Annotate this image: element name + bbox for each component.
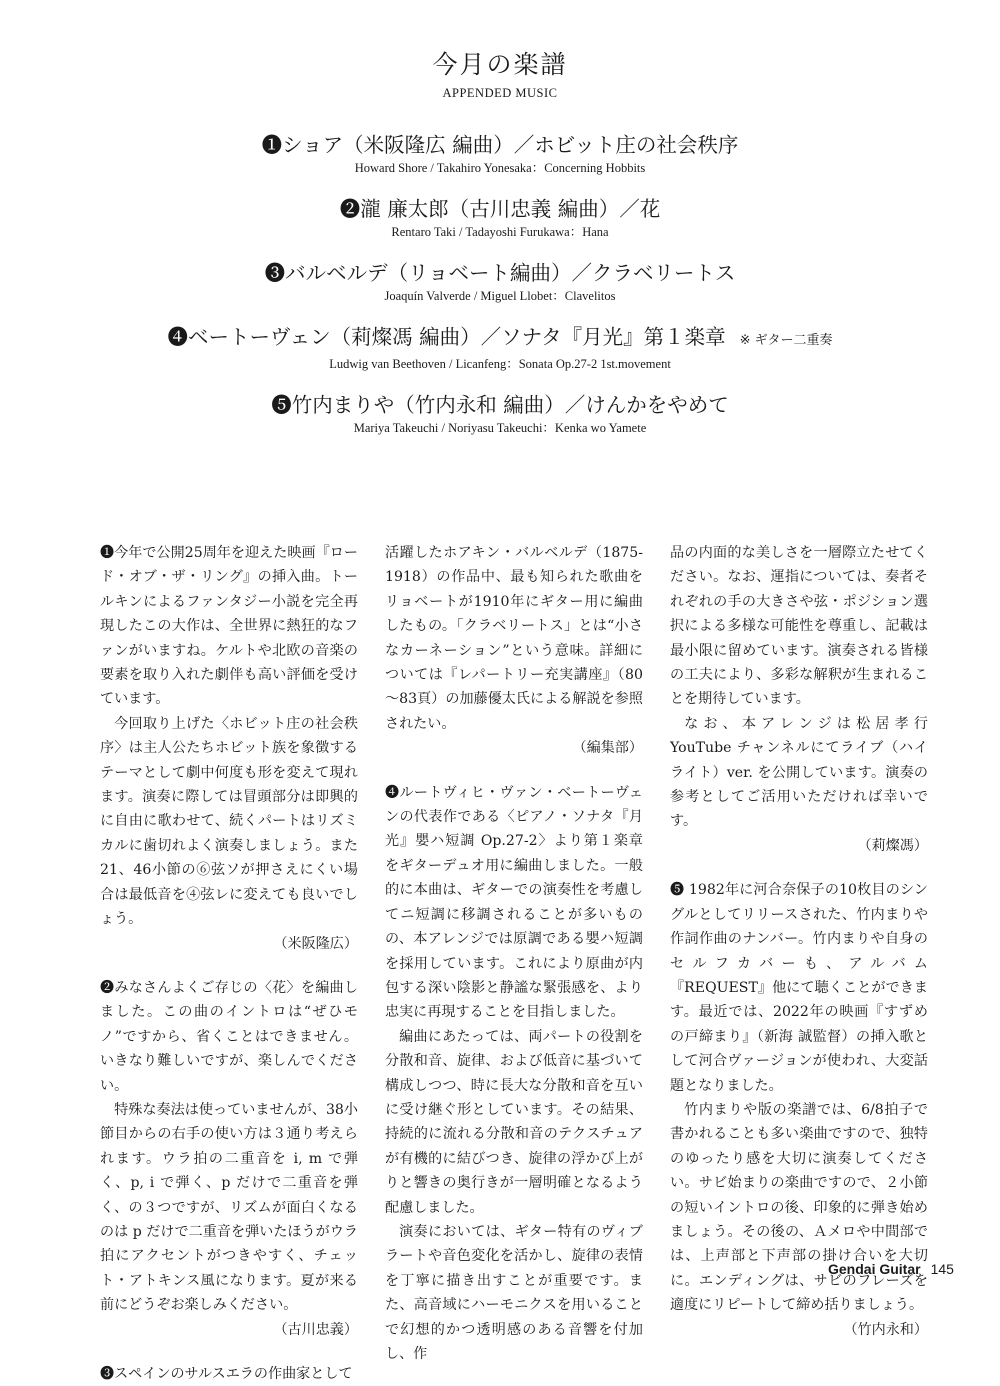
author-signature: （米阪隆広） [273,935,358,952]
piece-2 [0,194,1000,241]
text-column-1 [100,541,358,1386]
paragraph: 編曲にあたっては、両パートの役割を分散和音、旋律、および低音に基づいて構成しつつ、時に長大な分散和音を互いに受け継ぐ形としています。その結果、持続的に流れる分散和音のテクスチュアが有機的に結びつき、旋律の浮かび上がりと響きの奥行きが一層明確となるよう配慮しました。 [385,1028,643,1216]
piece-subtitle: Joaquín Valverde / Miguel Llobet：Clavelitos [384,289,616,303]
paragraph: なお、本アレンジは松居孝行 YouTube チャンネルにてライブ（ハイライト）ver. を公開しています。演奏の参考としてご活用いただければ幸いです。 [670,715,928,830]
page-number: 145 [930,1261,954,1277]
piece-3 [0,258,1000,305]
paragraph: 演奏においては、ギター特有のヴィブラートや音色変化を活かし、旋律の表情を丁寧に描き出すことが重要です。また、高音域にハーモニクスを用いることで幻想的かつ透明感のある音響を付加し、作 [385,1223,643,1362]
magazine-name: Gendai Guitar [828,1261,921,1277]
paragraph: ❷みなさんよくご存じの〈花〉を編曲しました。この曲のイントロは“ぜひモノ”ですから、省くことはできません。いきなり難しいですが、楽しんでください。 [100,979,358,1094]
paragraph: 竹内まりや版の楽譜では、6/8拍子で書かれることも多い楽曲ですので、独特のゆったり感を大切に演奏してください。サビ始まりの楽曲ですので、２小節の短いイントロの後、印象的に弾き始めましょう。その後の、Ａメロや中間部では、上声部と下声部の掛け合いを大切に。エンディングは、サビのフレーズを適度にリピートして締め括りましょう。 [670,1101,928,1314]
piece-title: ❹ベートーヴェン（莉燦馮 編曲）／ソナタ『月光』第１楽章 ※ ギター二重奏 [167,325,833,349]
piece-subtitle: Howard Shore / Takahiro Yonesaka：Concerning Hobbits [354,161,646,175]
paragraph: 特殊な奏法は使っていませんが、38小節目からの右手の使い方は３通り考えられます。ウラ拍の二重音を i, m で弾く、p, i で弾く、p だけで二重音を弾く、の３つですが、リズムが面白くなるのは p だけで二重音を弾いたほうがウラ拍にアクセントがつきやすく、チェット・アトキンス風になります。夏が来る前にどうぞお楽しみください。 [100,1101,358,1314]
page-header [0,48,1000,101]
piece-title: ❸バルベルデ（リョベート編曲）／クラベリートス [264,261,736,285]
page-title: 今月の楽譜 [432,50,568,79]
piece-4 [0,322,1000,373]
author-signature: （莉燦馮） [857,837,928,854]
piece-title: ❷瀧 廉太郎（古川忠義 編曲）／花 [339,197,661,221]
page-subtitle: APPENDED MUSIC [442,86,558,100]
author-signature: （編集部） [572,740,643,757]
piece-list [0,130,1000,454]
page-footer [828,1261,954,1277]
paragraph: ❸スペインのサルスエラの作曲家として [100,1366,353,1382]
author-signature: （竹内永和） [843,1321,928,1338]
piece-title: ❺竹内まりや（竹内永和 編曲）／けんかをやめて [271,393,729,417]
paragraph: 品の内面的な美しさを一層際立たせてください。なお、運指については、奏者それぞれの手の大きさや弦・ポジション選択による多様な可能性を尊重し、記載は最小限に留めています。演奏される皆様の工夫により、多彩な解釈が生まれることを期待しています。 [670,545,928,708]
paragraph: ❹ルートヴィヒ・ヴァン・ベートーヴェンの代表作である〈ピアノ・ソナタ『月光』嬰ハ短調 Op.27-2〉より第１楽章をギターデュオ用に編曲しました。一般的に本曲は、ギターでの演奏性を考慮してニ短調に移調されることが多いものの、本アレンジでは原調である嬰ハ短調を採用しています。これにより原曲が内包する深い陰影と静謐な緊張感を、より忠実に再現することを目指しました。 [385,784,643,1021]
author-signature: （古川忠義） [273,1321,358,1338]
paragraph: 活躍したホアキン・バルベルデ（1875-1918）の作品中、最も知られた歌曲をリョベートが1910年にギター用に編曲したもの。「クラベリートス」とは“小さなカーネーション”という意味。詳細については『レパートリー充実講座』（80～83頁）の加藤優太氏による解説を参照されたい。 [385,545,643,732]
paragraph: 今回取り上げた〈ホビット庄の社会秩序〉は主人公たちホビット族を象徴するテーマとして劇中何度も形を変えて現れます。演奏に際しては冒頭部分は即興的に自由に歌わせて、続くパートはリズミカルに歯切れよく演奏しましょう。また21、46小節の⑥弦ソが押さえにくい場合は最低音を④弦レに変えても良いでしょう。 [100,715,358,928]
paragraph: ❶今年で公開25周年を迎えた映画『ロード・オブ・ザ・リング』の挿入曲。トールキンによるファンタジー小説を完全再現したこの大作は、全世界に熱狂的なファンがいますね。ケルトや北欧の音楽の要素を取り入れた劇伴も高い評価を受けています。 [100,545,358,708]
piece-subtitle: Mariya Takeuchi / Noriyasu Takeuchi：Kenka wo Yamete [353,421,647,435]
text-column-3 [670,541,928,1342]
piece-title: ❶ショア（米阪隆広 編曲）／ホビット庄の社会秩序 [261,133,739,157]
piece-subtitle: Ludwig van Beethoven / Licanfeng：Sonata Op.27-2 1st.movement [329,357,671,371]
paragraph: ❺ 1982年に河合奈保子の10枚目のシングルとしてリリースされた、竹内まりや作詞作曲のナンバー。竹内まりや自身のセルフカバーも、アルバム『REQUEST』他にて聴くことができます。最近では、2022年の映画『すずめの戸締まり』（新海 誠監督）の挿入歌として河合ヴァージョンが使われ、大変話題となりました。 [670,882,928,1094]
piece-5 [0,390,1000,437]
piece-subtitle: Rentaro Taki / Tadayoshi Furukawa：Hana [391,225,609,239]
piece-1 [0,130,1000,177]
duo-note: ※ ギター二重奏 [739,333,833,348]
text-column-2 [385,541,643,1366]
